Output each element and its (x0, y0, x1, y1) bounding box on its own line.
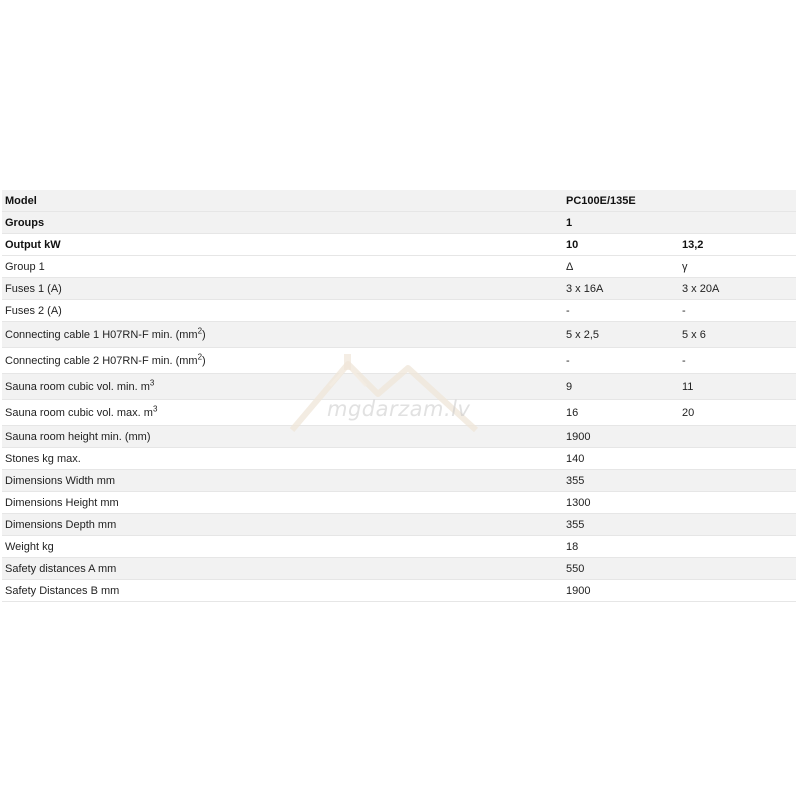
row-value-1: 140 (563, 448, 679, 470)
row-value-2: 5 x 6 (679, 322, 796, 348)
row-label: Sauna room cubic vol. max. $m^3$ (2, 400, 563, 426)
row-value-2: 20 (679, 400, 796, 426)
table-row (2, 536, 796, 558)
row-value-1: 3 x 16A (563, 278, 679, 300)
row-value-2 (679, 212, 796, 234)
specifications-table (2, 190, 796, 602)
row-label: Fuses 1 (A) (2, 278, 563, 300)
row-label: Sauna room cubic vol. min. $m^3$ (2, 374, 563, 400)
row-label: Connecting cable 2 H07RN-F min. $(mm^2)$ (2, 348, 563, 374)
table-row (2, 348, 796, 374)
table-row (2, 400, 796, 426)
row-value-1: 5 x 2,5 (563, 322, 679, 348)
row-value-2: - (679, 348, 796, 374)
row-value-2 (679, 580, 796, 602)
watermark-text: mgdarzam.lv (327, 397, 471, 421)
table-row (2, 256, 796, 278)
row-value-2 (679, 536, 796, 558)
table-row (2, 300, 796, 322)
row-label: Model (2, 190, 563, 212)
row-value-1: 550 (563, 558, 679, 580)
row-label: Safety distances A mm (2, 558, 563, 580)
row-label: Stones kg max. (2, 448, 563, 470)
row-value-2: - (679, 300, 796, 322)
table-row (2, 234, 796, 256)
row-value-1: 355 (563, 514, 679, 536)
table-row (2, 580, 796, 602)
table-row (2, 492, 796, 514)
table-row (2, 374, 796, 400)
row-value-1: 1300 (563, 492, 679, 514)
row-value-2 (679, 426, 796, 448)
specifications-body (2, 190, 796, 602)
table-row (2, 470, 796, 492)
row-value-1: 9 (563, 374, 679, 400)
table-row (2, 514, 796, 536)
row-value-1: 1900 (563, 580, 679, 602)
row-value-2: 13,2 (679, 234, 796, 256)
table-row (2, 278, 796, 300)
row-label: Weight kg (2, 536, 563, 558)
table-row (2, 558, 796, 580)
row-value-1: 1900 (563, 426, 679, 448)
row-value-1: 10 (563, 234, 679, 256)
table-row (2, 426, 796, 448)
row-value-1: - (563, 300, 679, 322)
row-label: Group 1 (2, 256, 563, 278)
row-value-2 (679, 470, 796, 492)
row-label: Dimensions Width mm (2, 470, 563, 492)
table-row (2, 190, 796, 212)
table-row (2, 448, 796, 470)
row-label: Dimensions Depth mm (2, 514, 563, 536)
row-label: Connecting cable 1 H07RN-F min. $(mm^2)$ (2, 322, 563, 348)
row-value-2: 3 x 20A (679, 278, 796, 300)
row-value-2 (679, 448, 796, 470)
row-value-1: PC100E/135E (563, 190, 679, 212)
table-row (2, 322, 796, 348)
row-value-1: - (563, 348, 679, 374)
row-value-1: 1 (563, 212, 679, 234)
row-value-2: γ (679, 256, 796, 278)
row-value-1: 355 (563, 470, 679, 492)
row-label: Groups (2, 212, 563, 234)
row-label: Fuses 2 (A) (2, 300, 563, 322)
table-row (2, 212, 796, 234)
row-value-2 (679, 492, 796, 514)
row-value-1: Δ (563, 256, 679, 278)
row-value-2: 11 (679, 374, 796, 400)
row-value-1: 16 (563, 400, 679, 426)
row-label: Dimensions Height mm (2, 492, 563, 514)
row-label: Output kW (2, 234, 563, 256)
row-label: Sauna room height min. (mm) (2, 426, 563, 448)
row-label: Safety Distances B mm (2, 580, 563, 602)
row-value-1: 18 (563, 536, 679, 558)
row-value-2 (679, 514, 796, 536)
row-value-2 (679, 190, 796, 212)
row-value-2 (679, 558, 796, 580)
